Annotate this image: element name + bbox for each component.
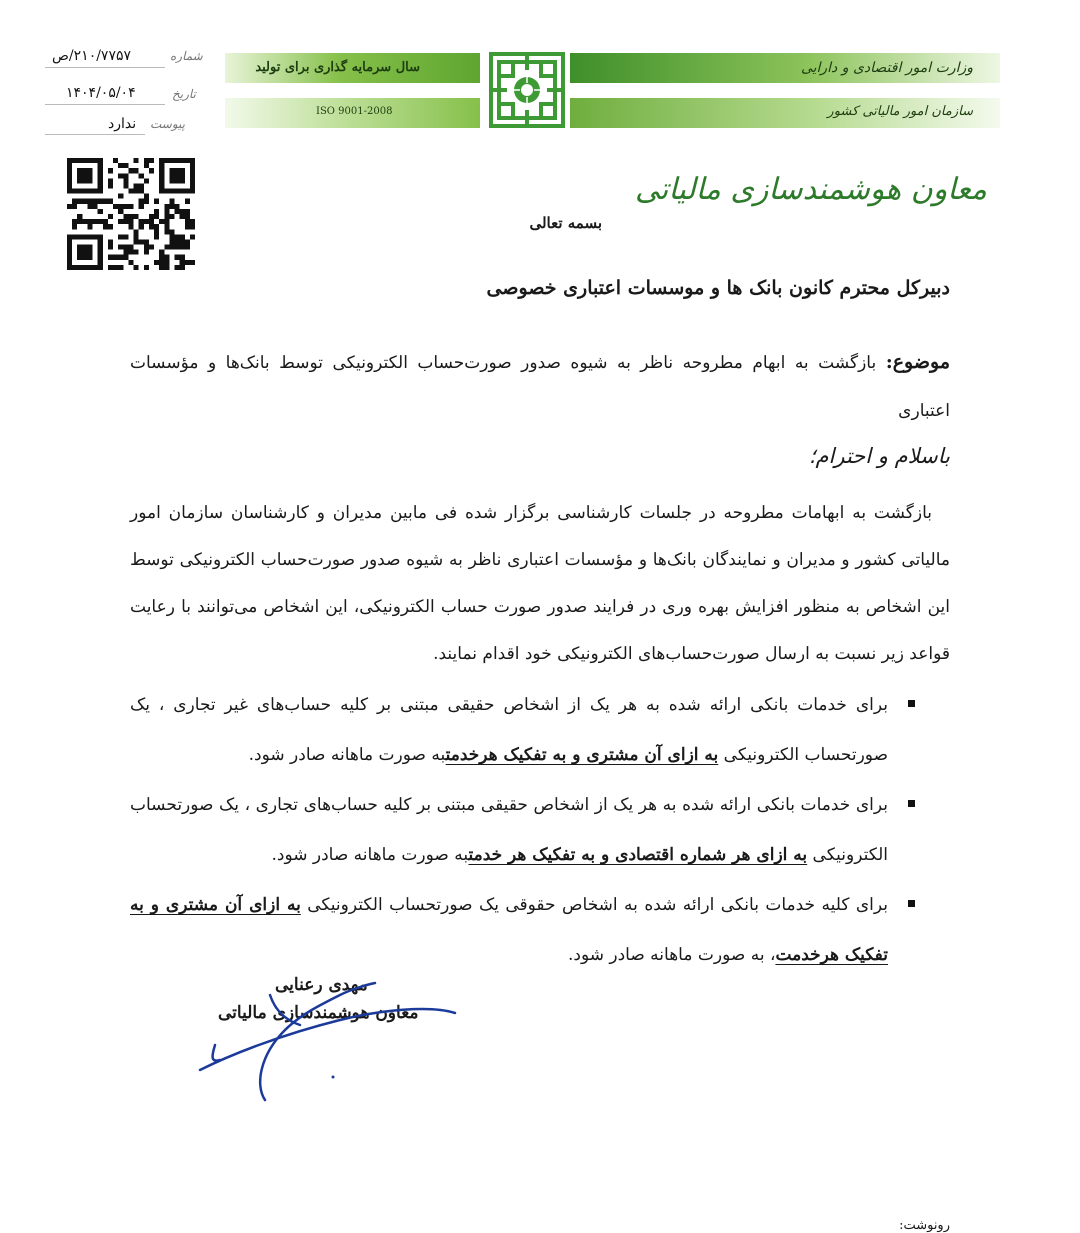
list-item bbox=[130, 780, 950, 880]
bullet-square-icon bbox=[908, 800, 915, 807]
letter-date: ۱۴۰۴/۰۵/۰۴ bbox=[66, 85, 136, 101]
rule-text-end: ، به صورت ماهانه صادر شود. bbox=[567, 945, 776, 965]
number-underline bbox=[45, 67, 165, 68]
attachment-value: ندارد bbox=[108, 116, 137, 132]
handwritten-signature bbox=[190, 975, 470, 1110]
body-paragraph: بازگشت به ابهامات مطروحه در جلسات کارشناسی برگزار شده فی مابین مدیران و کارشناسان سازمان امور مالیاتی کشور و مدیران و نمایندگان بانک‌ها و مؤسسات اعتباری ناظر به شیوه صدور صورت‌حساب الکترونیکی توسط این اشخاص به منظور افزایش بهره وری در فرایند صدور صورت حساب الکترونیکی، این اشخاص می‌توانند با رعایت قواعد زیر نسبت به ارسال صورت‌حساب‌های الکترونیکی خود اقدام نمایند. bbox=[130, 503, 950, 664]
rules-list bbox=[130, 680, 950, 980]
subject-text: بازگشت به ابهام مطروحه ناظر به شیوه صدور صورت‌حساب الکترونیکی توسط بانک‌ها و مؤسسات اعتباری bbox=[130, 353, 950, 421]
rule-text-end: به صورت ماهانه صادر شود. bbox=[248, 745, 446, 765]
letter-number: ۲۱۰/۷۷۵۷/ص bbox=[52, 48, 132, 64]
subject bbox=[130, 338, 950, 435]
addressee: دبیرکل محترم کانون بانک ها و موسسات اعتباری خصوصی bbox=[486, 277, 950, 299]
ministry-name: وزارت امور اقتصادی و دارایی bbox=[800, 60, 973, 76]
attachment-label: پیوست bbox=[150, 117, 185, 131]
list-item bbox=[130, 680, 950, 780]
subject-label: موضوع: bbox=[885, 351, 950, 373]
rule-text: برای کلیه خدمات بانکی ارائه شده به اشخاص حقوقی یک صورتحساب الکترونیکی bbox=[300, 895, 889, 915]
cc-label: رونوشت: bbox=[899, 1218, 950, 1233]
department-title: معاون هوشمندسازی مالیاتی bbox=[634, 172, 987, 207]
date-label: تاریخ bbox=[172, 87, 196, 101]
rule-emphasis: به ازای هر شماره اقتصادی و به تفکیک هر خدمت bbox=[468, 845, 808, 865]
tax-organization-logo bbox=[487, 50, 567, 130]
bullet-square-icon bbox=[908, 900, 915, 907]
list-item bbox=[130, 880, 950, 980]
rule-emphasis: به ازای آن مشتری و به تفکیک هرخدمت bbox=[130, 895, 888, 965]
date-underline bbox=[45, 104, 165, 105]
rule-emphasis: به ازای آن مشتری و به تفکیک هرخدمت bbox=[445, 745, 719, 765]
organization-name: سازمان امور مالیاتی کشور bbox=[827, 104, 973, 119]
greeting: باسلام و احترام؛ bbox=[808, 444, 950, 468]
basmala: بسمه تعالی bbox=[529, 214, 602, 232]
iso-text: ISO 9001-2008 bbox=[316, 106, 393, 117]
signer-name: مهدی رعنایی bbox=[275, 975, 368, 995]
attachment-underline bbox=[45, 134, 145, 135]
slogan-text: سال سرمایه گذاری برای تولید bbox=[255, 60, 420, 75]
number-label: شماره bbox=[170, 49, 203, 63]
signer-title: معاون هوشمندسازی مالیاتی bbox=[218, 1003, 419, 1023]
rule-text: برای خدمات بانکی ارائه شده به هر یک از اشخاص حقیقی مبتنی بر کلیه حساب‌های غیر تجاری ، یک صورتحساب الکترونیکی bbox=[130, 695, 888, 765]
qr-code bbox=[67, 158, 195, 270]
rule-text: برای خدمات بانکی ارائه شده به هر یک از اشخاص حقیقی مبتنی بر کلیه حساب‌های تجاری ، یک صورتحساب الکترونیکی bbox=[130, 795, 888, 865]
rule-text-end: به صورت ماهانه صادر شود. bbox=[271, 845, 469, 865]
bullet-square-icon bbox=[908, 700, 915, 707]
